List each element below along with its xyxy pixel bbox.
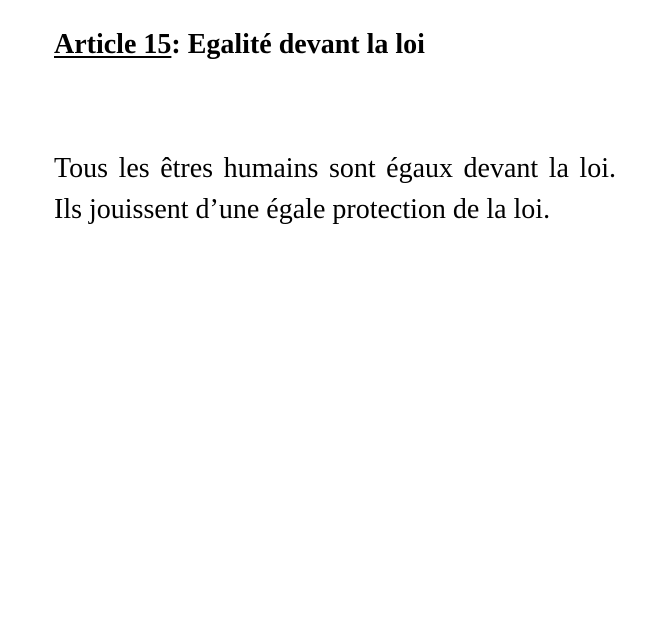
article-separator: : [171, 29, 181, 60]
article-body: Tous les êtres humains sont égaux devant la loi. Ils jouissent d’une égale protection de la loi. [54, 153, 616, 225]
article-heading [54, 28, 425, 62]
article-number: Article 15 [54, 29, 172, 60]
article-title: Egalité devant la loi [180, 29, 425, 60]
